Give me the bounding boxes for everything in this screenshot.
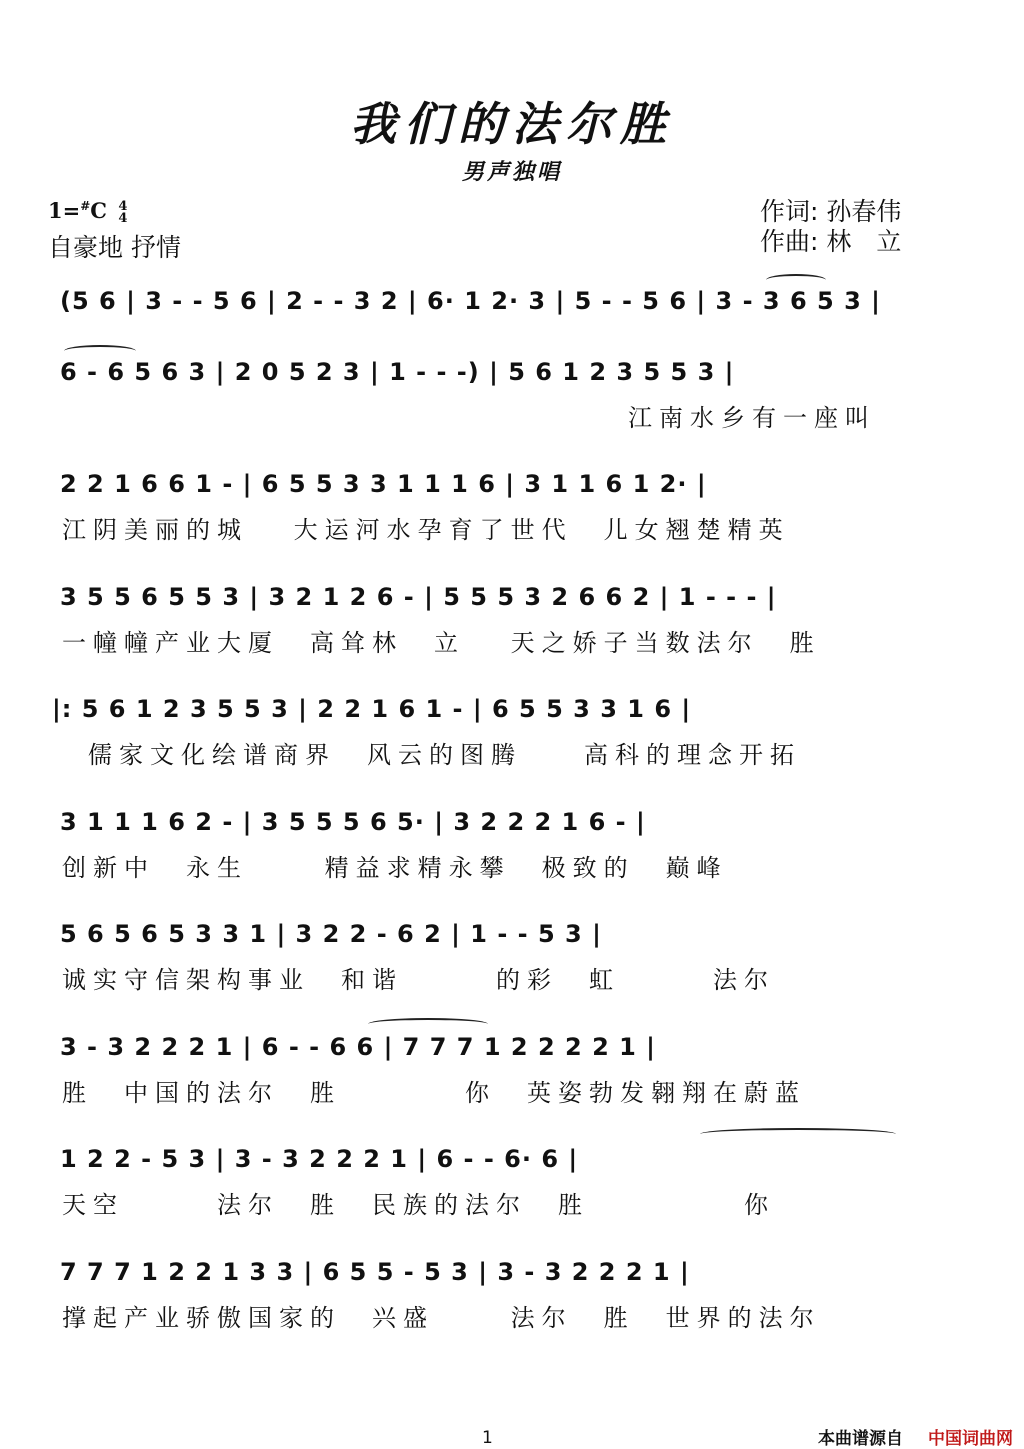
score-row-2-notes: 6 - 6 5 6 3 | 2 0 5 2 3 | 1 - - -) | 5 6 1 2 3 5 5 3 |	[60, 358, 735, 386]
source-label: 本曲谱源自	[818, 1429, 903, 1449]
key-label: 1=	[48, 198, 81, 223]
score-row-1-notes: (5 6 | 3 - - 5 6 | 2 - - 3 2 | 6· 1 2· 3 | 5 - - 5 6 | 3 - 3 6 5 3 |	[60, 287, 881, 315]
slur-mark	[700, 1128, 896, 1140]
score-row-10-notes: 7 7 7 1 2 2 1 3 3 | 6 5 5 - 5 3 | 3 - 3 2 2 2 1 |	[60, 1258, 690, 1286]
key-note: C	[90, 198, 107, 223]
score-row-8-notes: 3 - 3 2 2 2 1 | 6 - - 6 6 | 7 7 7 1 2 2 2 2 1 |	[60, 1033, 656, 1061]
time-bottom: 4	[118, 210, 128, 226]
time-top: 4	[118, 198, 128, 214]
score-row-9-notes: 1 2 2 - 5 3 | 3 - 3 2 2 2 1 | 6 - - 6· 6 |	[60, 1145, 579, 1173]
song-subtitle: 男声独唱	[461, 160, 562, 185]
score-row-4-lyrics: 一幢幢产业大厦 高耸林 立 天之娇子当数法尔 胜	[62, 629, 821, 657]
score-row-3-lyrics: 江阴美丽的城 大运河水孕育了世代 儿女翘楚精英	[62, 516, 790, 544]
score-row-5-notes: |: 5 6 1 2 3 5 5 3 | 2 2 1 6 1 - | 6 5 5 3 3 1 6 |	[52, 695, 692, 723]
score-row-8-lyrics: 胜 中国的法尔 胜 你 英姿勃发翱翔在蔚蓝	[62, 1079, 806, 1107]
lyricist-credit: 作词: 孙春伟	[760, 197, 902, 226]
composer-credit: 作曲: 林 立	[760, 227, 902, 256]
score-row-4-notes: 3 5 5 6 5 5 3 | 3 2 1 2 6 - | 5 5 5 3 2 6 6 2 | 1 - - - |	[60, 583, 777, 611]
score-row-6-notes: 3 1 1 1 6 2 - | 3 5 5 5 6 5· | 3 2 2 2 1 6 - |	[60, 808, 646, 836]
key-signature	[48, 198, 127, 225]
time-signature	[118, 198, 128, 226]
score-row-5-lyrics: 儒家文化绘谱商界 风云的图腾 高科的理念开拓	[88, 741, 801, 769]
score-row-3-notes: 2 2 1 6 6 1 - | 6 5 5 3 3 1 1 1 6 | 3 1 1 6 1 2· |	[60, 470, 707, 498]
source-site-link[interactable]: 中国词曲网	[928, 1429, 1013, 1449]
score-row-6-lyrics: 创新中 永生 精益求精永攀 极致的 巅峰	[62, 854, 728, 882]
song-title: 我们的法尔胜	[350, 97, 674, 151]
score-row-7-notes: 5 6 5 6 5 3 3 1 | 3 2 2 - 6 2 | 1 - - 5 3 |	[60, 920, 602, 948]
key-sharp: #	[80, 199, 91, 213]
score-row-10-lyrics: 撑起产业骄傲国家的 兴盛 法尔 胜 世界的法尔	[62, 1304, 821, 1332]
slur-mark	[368, 1018, 488, 1030]
score-row-9-lyrics: 天空 法尔 胜 民族的法尔 胜 你	[62, 1191, 775, 1219]
score-row-7-lyrics: 诚实守信架构事业 和谐 的彩 虹 法尔	[62, 966, 775, 994]
tempo-marking: 自豪地 抒情	[48, 233, 181, 262]
page-number: 1	[482, 1428, 493, 1448]
score-row-2-lyrics: 江南水乡有一座叫	[628, 404, 876, 432]
slur-mark	[766, 274, 826, 286]
slur-mark	[64, 345, 136, 357]
